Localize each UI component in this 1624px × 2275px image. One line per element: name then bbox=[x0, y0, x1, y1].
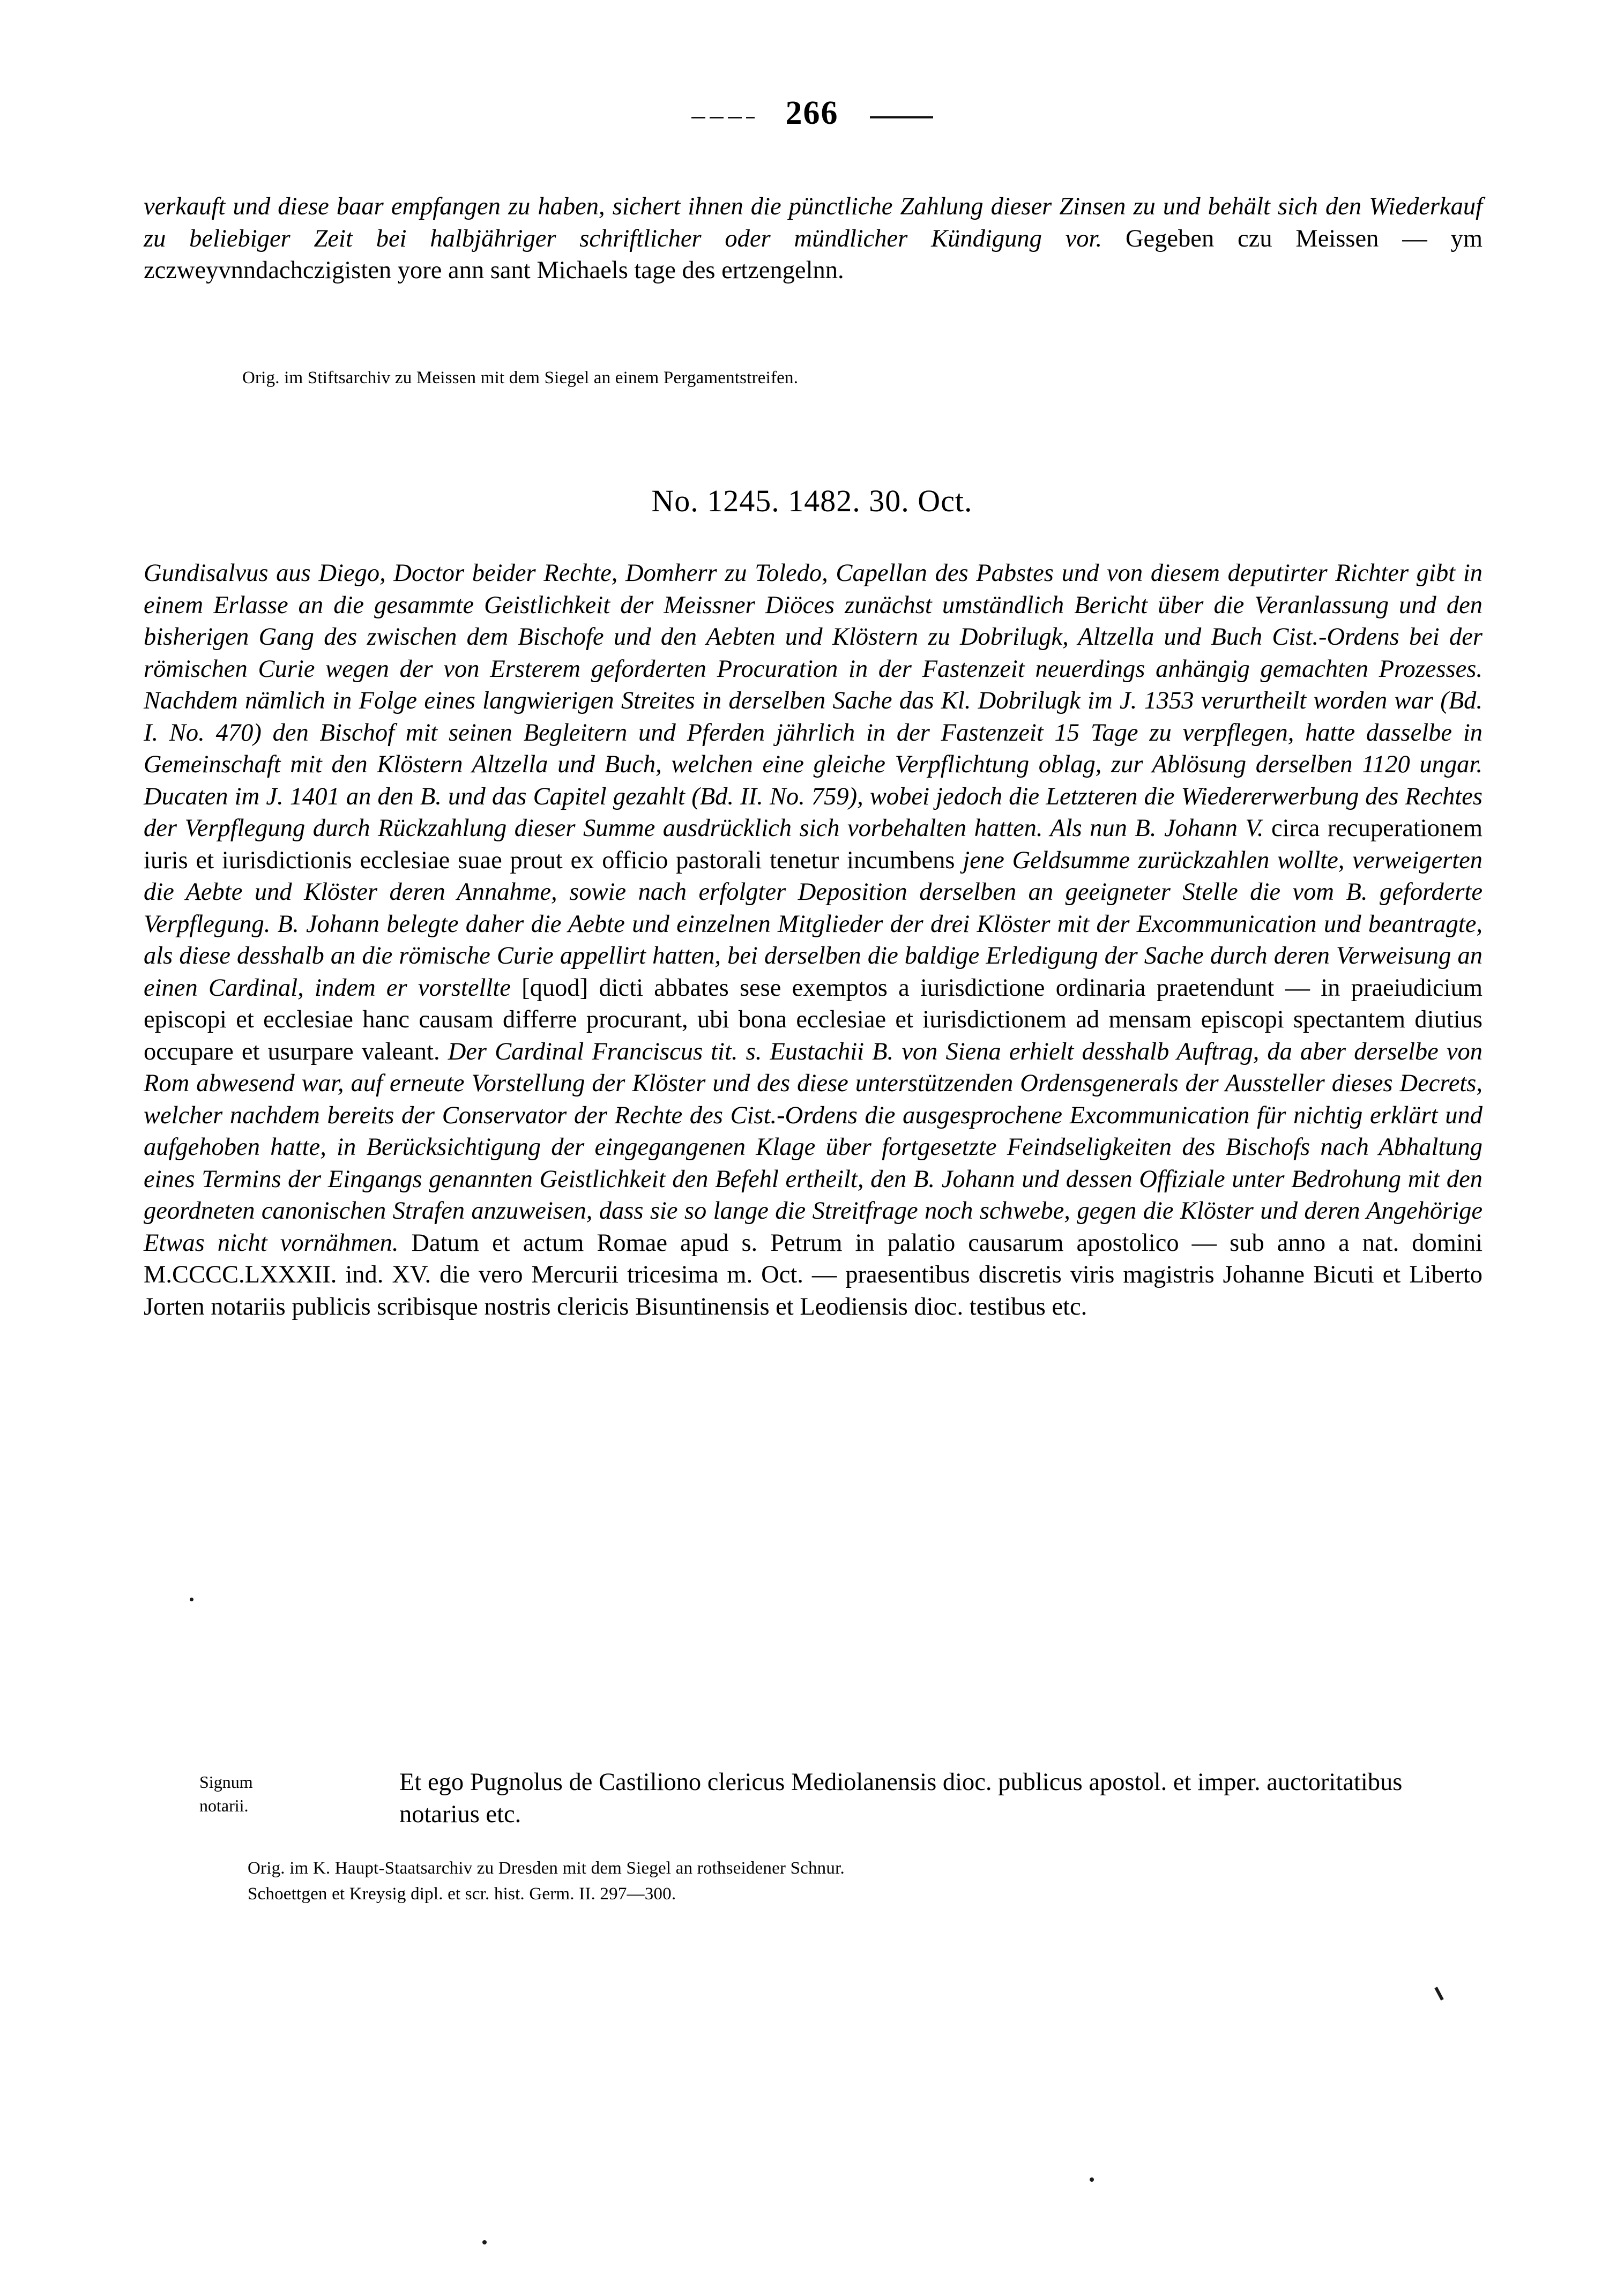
signum-label-line-2: notarii. bbox=[199, 1796, 249, 1815]
running-head bbox=[0, 95, 1624, 134]
entry-run-latin-1: circa recuperationem iuris et iurisdictionis ecclesiae suae prout ex officio pastorali tenetur incumbens bbox=[144, 815, 1483, 874]
continued-entry-german-run: verkauft und diese baar empfangen zu haben, sichert ihnen die pünctliche Zahlung dieser Zinsen zu und behält sich den Wiederkauf zu beliebiger Zeit bei halbjähriger schriftlicher oder mündlicher Kündigung vor. bbox=[144, 193, 1483, 252]
scan-speck bbox=[1090, 2177, 1094, 2182]
entry-run-german-3: Der Cardinal Franciscus tit. s. Eustachii B. von Siena erhielt desshalb Auftrag, da aber derselbe von Rom abwesend war, auf erneute Vorstellung der Klöster und des diese unterstützenden Ordensgenerals der Aussteller dieses Decrets, welcher nachdem bereits der Conservator der Rechte des Cist.-Ordens die ausgesprochene Excommunication für nichtig erklärt und aufgehoben hatte, in Berücksichtigung der eingegangenen Klage über fortgesetzte Feindseligkeiten des Bischofs nach Abhaltung eines Termins der Eingangs genannten Geistlichkeit den Befehl ertheilt, den B. Johann und dessen Offiziale unter Bedrohung mit den geordneten canonischen Strafen anzuweisen, dass sie so lange die Streitfrage noch schwebe, gegen die Klöster und deren Angehörige Etwas nicht vornähmen. bbox=[144, 1038, 1483, 1257]
notary-subscription-text: Et ego Pugnolus de Castiliono clericus Mediolanensis dioc. publicus apostol. et imper. auctoritatibus notarius etc. bbox=[399, 1769, 1403, 1828]
notary-subscription bbox=[399, 1766, 1483, 1830]
continued-entry-source-note: Orig. im Stiftsarchiv zu Meissen mit dem Siegel an einem Pergamentstreifen. bbox=[242, 368, 799, 387]
scan-speck bbox=[482, 2240, 487, 2244]
entry-source-note-edition: Schoettgen et Kreysig dipl. et scr. hist. Germ. II. 297—300. bbox=[248, 1884, 676, 1904]
scan-speck bbox=[190, 1598, 193, 1601]
entry-run-latin-2: [quod] dicti abbates sese exemptos a iurisdictione ordinaria praetendunt — in praeiudicium episcopi et ecclesiae hanc causam differre procurant, ubi bona ecclesiae et iurisdictionem ad mensam episcopi spectantem diutius occupare et usurpare valeant. bbox=[144, 974, 1483, 1065]
continued-entry-paragraph bbox=[144, 191, 1483, 287]
continued-entry-body bbox=[144, 191, 1483, 287]
signum-label-line-1: Signum bbox=[199, 1772, 253, 1792]
page-number: 266 bbox=[785, 95, 839, 131]
entry-run-latin-3: Datum et actum Romae apud s. Petrum in palatio causarum apostolico — sub anno a nat. domini M.CCCC.LXXXII. ind. XV. die vero Mercurii tricesima m. Oct. — praesentibus discretis viris magistris Johanne Bicuti et Liberto Jorten notariis publicis scribisque nostris clericis Bisuntinensis et Leodiensis dioc. testibus etc. bbox=[144, 1229, 1483, 1321]
entry-run-german-1: Gundisalvus aus Diego, Doctor beider Rechte, Domherr zu Toledo, Capellan des Pabstes und von diesem deputirter Richter gibt in einem Erlasse an die gesammte Geistlichkeit der Meissner Diöces zunächst umständlich Bericht über die Veranlassung und den bisherigen Gang des zwischen dem Bischofe und den Aebten und Klöstern zu Dobrilugk, Altzella und Buch Cist.-Ordens bei der römischen Curie wegen der von Ersterem geforderten Procuration in der Fastenzeit neuerdings anhängig gemachten Prozesses. Nachdem nämlich in Folge eines langwierigen Streites in derselben Sache das Kl. Dobrilugk im J. 1353 verurtheilt worden war (Bd. I. No. 470) den Bischof mit seinen Begleitern und Pferden jährlich in der Fastenzeit 15 Tage zu verpflegen, hatte dasselbe in Gemeinschaft mit den Klöstern Altzella und Buch, welchen eine gleiche Verpflichtung oblag, zur Ablösung derselben 1120 ungar. Ducaten im J. 1401 an den B. und das Capitel gezahlt (Bd. II. No. 759), wobei jedoch die Letzteren die Wiedererwerbung des Rechtes der Verpflegung durch Rückzahlung dieser Summe ausdrücklich sich vorbehalten hatten. Als nun B. Johann V. bbox=[144, 560, 1483, 842]
scan-speck bbox=[1434, 1987, 1444, 2001]
entry-heading: No. 1245. 1482. 30. Oct. bbox=[651, 483, 973, 518]
entry-body-paragraph bbox=[144, 557, 1483, 1323]
entry-run-german-2: jene Geldsumme zurückzahlen wollte, verweigerten die Aebte und Klöster deren Annahme, sowie nach erfolgter Deposition derselben an geeigneter Stelle die vom B. geforderte Verpflegung. B. Johann belegte daher die Aebte und einzelnen Mitglieder der drei Klöster mit der Excommunication und beantragte, als diese desshalb an die römische Curie appellirt hatten, bei derselben die baldige Erledigung der Sache durch deren Verweisung an einen Cardinal, indem er vorstellte bbox=[144, 846, 1483, 1002]
signum-notarii-label bbox=[199, 1770, 360, 1817]
continued-entry-latin-run: Gegeben czu Meissen — ym zczweyvnndachczigisten yore ann sant Michaels tage des ertzengelnn. bbox=[144, 225, 1483, 284]
entry-body bbox=[144, 557, 1483, 1323]
rule-left-ornament bbox=[691, 117, 755, 118]
rule-right-ornament bbox=[870, 116, 933, 118]
entry-source-note-archive: Orig. im K. Haupt-Staatsarchiv zu Dresden mit dem Siegel an rothseidener Schnur. bbox=[248, 1859, 845, 1878]
